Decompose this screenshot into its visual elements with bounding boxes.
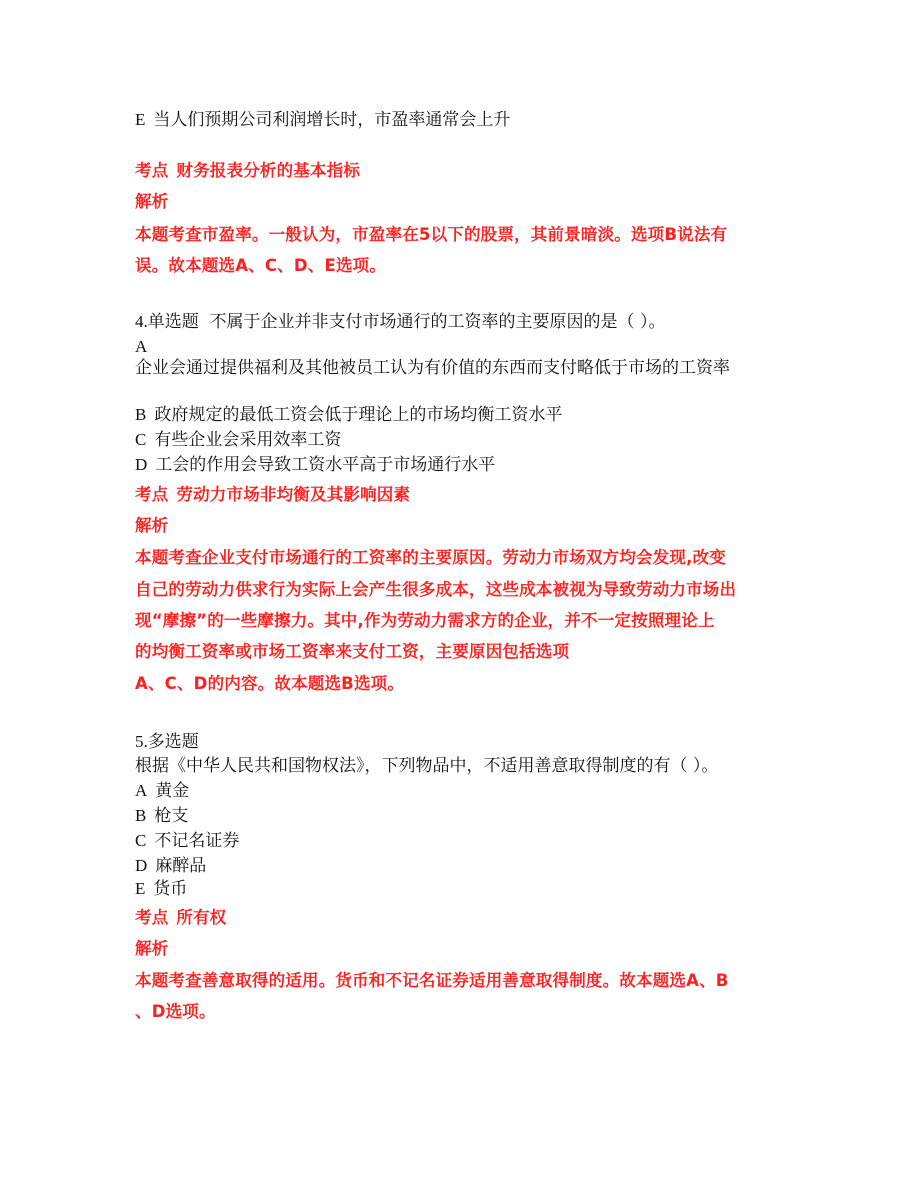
q4-type: 单选题 [147,312,199,332]
q3-jiexi-label: 解析 [135,192,169,211]
q3-kaodian-text: 财务报表分析的基本指标 [176,161,361,180]
q3-kaodian-label: 考点 [135,161,169,180]
q4-option-a-text: 企业会通过提供福利及其他被员工认为有价值的东西而支付略低于市场的工资率 [135,358,730,378]
q3-kaodian [135,160,360,182]
q4-analysis-line: 本题考查企业支付市场通行的工资率的主要原因。劳动力市场双方均会发现,改变 [135,548,726,567]
q5-option-e [135,878,187,900]
q5-header [135,731,199,753]
q4-analysis-line: A、C、D的内容。故本题选B选项。 [135,674,405,693]
q5-option-b-text: 枪支 [154,806,189,826]
q4-kaodian [135,484,410,506]
q4-analysis-line: 现“摩擦”的一些摩擦力。其中,作为劳动力需求方的企业，并不一定按照理论上 [135,611,715,630]
q4-option-d [135,454,495,476]
q5-number: 5. [135,732,148,751]
q4-option-c-text: 有些企业会采用效率工资 [154,430,342,450]
q4-kaodian-text: 劳动力市场非均衡及其影响因素 [176,485,411,504]
q5-analysis-line: 、D选项。 [135,1002,216,1021]
q5-option-d-letter: D [135,856,148,875]
q4-jiexi-label: 解析 [135,516,169,535]
q5-option-a-text: 黄金 [155,781,190,801]
q3-option-e-text: 当人们预期公司利润增长时，市盈率通常会上升 [153,110,511,130]
q5-kaodian-text: 所有权 [176,908,227,927]
q4-option-c-letter: C [135,430,147,449]
q5-option-d-text: 麻醉品 [155,856,207,876]
q4-analysis-line: 自己的劳动力供求行为实际上会产生很多成本，这些成本被视为导致劳动力市场出 [135,580,737,599]
q4-option-b-text: 政府规定的最低工资会低于理论上的市场均衡工资水平 [154,405,563,425]
q5-type: 多选题 [147,732,199,752]
q4-analysis-line: 的均衡工资率或市场工资率来支付工资，主要原因包括选项 [135,642,570,661]
q5-analysis-line: 本题考查善意取得的适用。货币和不记名证券适用善意取得制度。故本题选A、B [135,971,729,990]
q4-option-b [135,404,562,426]
q5-option-e-letter: E [135,879,146,898]
q3-analysis-line: 误。故本题选A、C、D、E选项。 [135,256,387,275]
q5-option-a [135,780,189,802]
q5-kaodian [135,907,227,929]
q5-option-d [135,855,206,877]
q5-option-e-text: 货币 [153,879,188,899]
q4-option-d-letter: D [135,455,148,474]
q3-option-e [135,109,510,131]
q5-option-b [135,805,188,827]
q4-number: 4. [135,312,148,331]
q5-stem: 根据《中华人民共和国物权法》，下列物品中，不适用善意取得制度的有（ ）。 [135,756,719,776]
q3-option-e-letter: E [135,110,146,129]
q5-option-b-letter: B [135,806,147,825]
q5-option-c [135,830,239,852]
q5-option-c-letter: C [135,831,147,850]
q4-option-b-letter: B [135,405,147,424]
q4-option-c [135,429,341,451]
q5-option-a-letter: A [135,781,148,800]
q5-kaodian-label: 考点 [135,908,169,927]
q4-stem: 不属于企业并非支付市场通行的工资率的主要原因的是（ ）。 [209,312,666,332]
q4-option-a-letter: A [135,337,148,356]
q3-analysis-line: 本题考查市盈率。一般认为，市盈率在5以下的股票，其前景暗淡。选项B说法有 [135,225,728,244]
q5-option-c-text: 不记名证券 [154,831,240,851]
q4-header [135,311,665,333]
q5-jiexi-label: 解析 [135,939,169,958]
q4-option-d-text: 工会的作用会导致工资水平高于市场通行水平 [155,455,496,475]
q4-kaodian-label: 考点 [135,485,169,504]
